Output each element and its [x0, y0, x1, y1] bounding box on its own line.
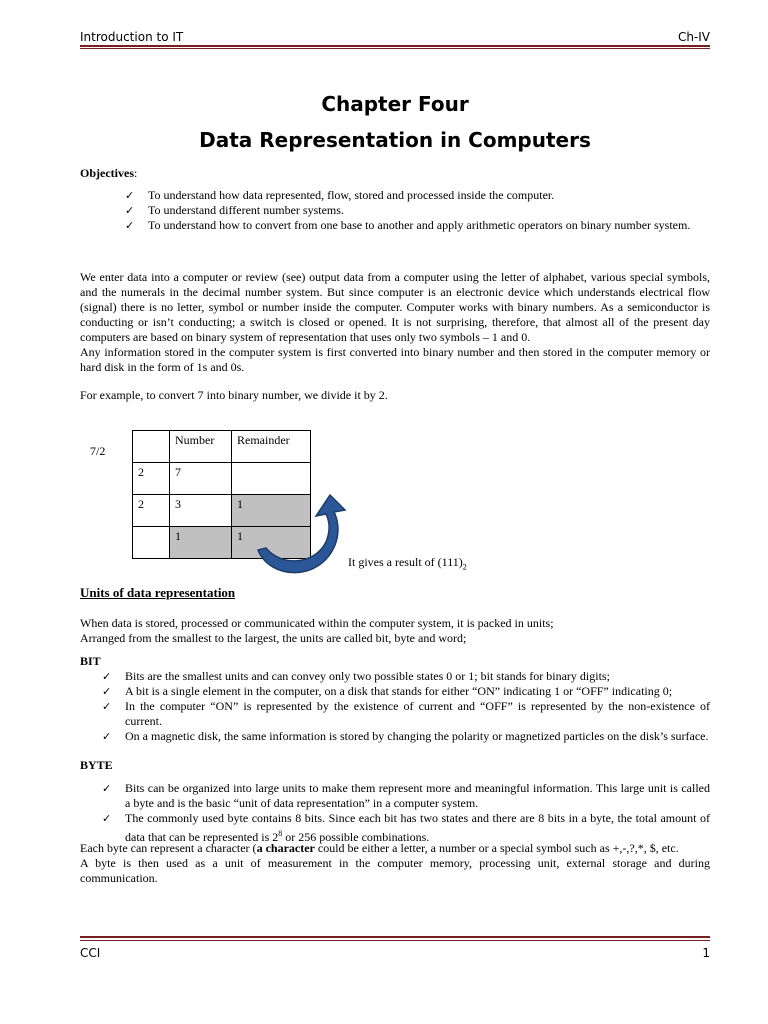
table-cell: 3 [170, 495, 232, 527]
bit-text: In the computer “ON” is represented by the existence of current and “OFF” is represented by the non-existence of current. [125, 699, 710, 728]
objectives-label [80, 166, 137, 181]
list-item [102, 699, 710, 729]
byte-heading: BYTE [80, 758, 113, 772]
table-row [133, 431, 311, 463]
bit-heading: BIT [80, 654, 101, 668]
table-cell: 1 [232, 527, 311, 559]
table-cell: 1 [232, 495, 311, 527]
chapter-title: Chapter Four [321, 92, 469, 116]
list-item [102, 684, 710, 699]
byte-text-pre: The commonly used byte contains 8 bits. Since each bit has two states and there are 8 bits in a byte, the total amount of data that can be represented is 2 [125, 811, 710, 844]
check-icon: ✓ [125, 219, 135, 232]
byte-exponent: 8 [278, 829, 283, 838]
byte-p1-post: could be either a letter, a number or a special symbol such as +,-,?,*, $, etc. [314, 841, 679, 855]
fraction-label: 7/2 [90, 444, 106, 458]
table-header-remainder: Remainder [232, 431, 311, 463]
intro-paragraph-1: We enter data into a computer or review (see) output data from a computer using the letter of alphabet, various special symbols, and the numerals in the decimal number system. But since computer is an electronic device which understands electrical flow (signal) there is no letter, symbol or number inside the computer. Computer works with binary numbers. As a semiconductor is conducting or isn’t conducting; a switch is closed or opened. It is not surprising, therefore, that almost all of the present day computers are based on binary system of representation that uses only two symbols – 1 and 0. [80, 270, 710, 344]
objectives-list [125, 188, 710, 233]
table-cell: 1 [170, 527, 232, 559]
table-cell: 2 [133, 495, 170, 527]
check-icon: ✓ [102, 670, 112, 683]
curved-arrow-icon [250, 490, 360, 585]
result-text: It gives a result of (111) [348, 555, 463, 569]
chapter-subtitle: Data Representation in Computers [199, 128, 591, 152]
check-icon: ✓ [125, 204, 135, 217]
objective-text: To understand different number systems. [148, 203, 344, 217]
list-item [125, 218, 710, 233]
byte-list [102, 781, 710, 845]
objectives-colon: : [133, 166, 138, 180]
list-item [125, 203, 710, 218]
check-icon: ✓ [125, 189, 135, 202]
table-header-number: Number [170, 431, 232, 463]
objective-text: To understand how data represented, flow, stored and processed inside the computer. [148, 188, 555, 202]
footer-left: CCI [80, 946, 101, 960]
list-item [102, 729, 710, 744]
bit-text: On a magnetic disk, the same information is stored by changing the polarity or magnetized particles on the disk’s surface. [125, 729, 709, 743]
header-left: Introduction to IT [80, 30, 184, 44]
table-cell: 2 [133, 463, 170, 495]
units-heading: Units of data representation [80, 585, 236, 600]
result-base: 2 [462, 562, 467, 572]
list-item [102, 669, 710, 684]
check-icon: ✓ [102, 782, 112, 795]
byte-paragraph-2: A byte is then used as a unit of measurement in the computer memory, processing unit, external storage and during communication. [80, 856, 710, 885]
byte-text: Bits can be organized into large units to make them represent more and meaningful information. This large unit is called a byte and is the basic “unit of data representation” in a computer system. [125, 781, 710, 810]
intro-paragraph-3: For example, to convert 7 into binary number, we divide it by 2. [80, 388, 388, 402]
table-cell: 7 [170, 463, 232, 495]
bit-text: Bits are the smallest units and can convey only two possible states 0 or 1; bit stands for binary digits; [125, 669, 610, 683]
table-cell [133, 431, 170, 463]
conversion-result [348, 555, 467, 571]
check-icon: ✓ [102, 685, 112, 698]
byte-p1-pre: Each byte can represent a character ( [80, 841, 257, 855]
check-icon: ✓ [102, 700, 112, 713]
check-icon: ✓ [102, 812, 112, 825]
footer-rule [80, 936, 710, 938]
list-item [102, 811, 710, 845]
byte-text-post: or 256 possible combinations. [282, 830, 430, 844]
objective-text: To understand how to convert from one base to another and apply arithmetic operators on binary number system. [148, 218, 691, 232]
units-paragraph-2: Arranged from the smallest to the largest, the units are called bit, byte and word; [80, 631, 467, 645]
intro-paragraph-2: Any information stored in the computer system is first converted into binary number and then stored in the computer memory or hard disk in the form of 1s and 0s. [80, 345, 710, 374]
bit-list [102, 669, 710, 744]
table-cell [133, 527, 170, 559]
header-rule-thin [80, 48, 710, 49]
units-paragraph-1: When data is stored, processed or communicated within the computer system, it is packed in units; [80, 616, 554, 630]
header-rule [80, 45, 710, 47]
check-icon: ✓ [102, 730, 112, 743]
objectives-label-text: Objectives [80, 166, 134, 180]
list-item [125, 188, 710, 203]
footer-rule-thin [80, 940, 710, 941]
header-right: Ch-IV [677, 30, 710, 44]
page-number: 1 [702, 946, 710, 960]
bit-text: A bit is a single element in the computer, on a disk that stands for either “ON” indicating 1 or “OFF” indicating 0; [125, 684, 673, 698]
list-item [102, 781, 710, 811]
byte-p1-bold: a character [256, 841, 315, 855]
byte-paragraph-1 [80, 841, 710, 856]
